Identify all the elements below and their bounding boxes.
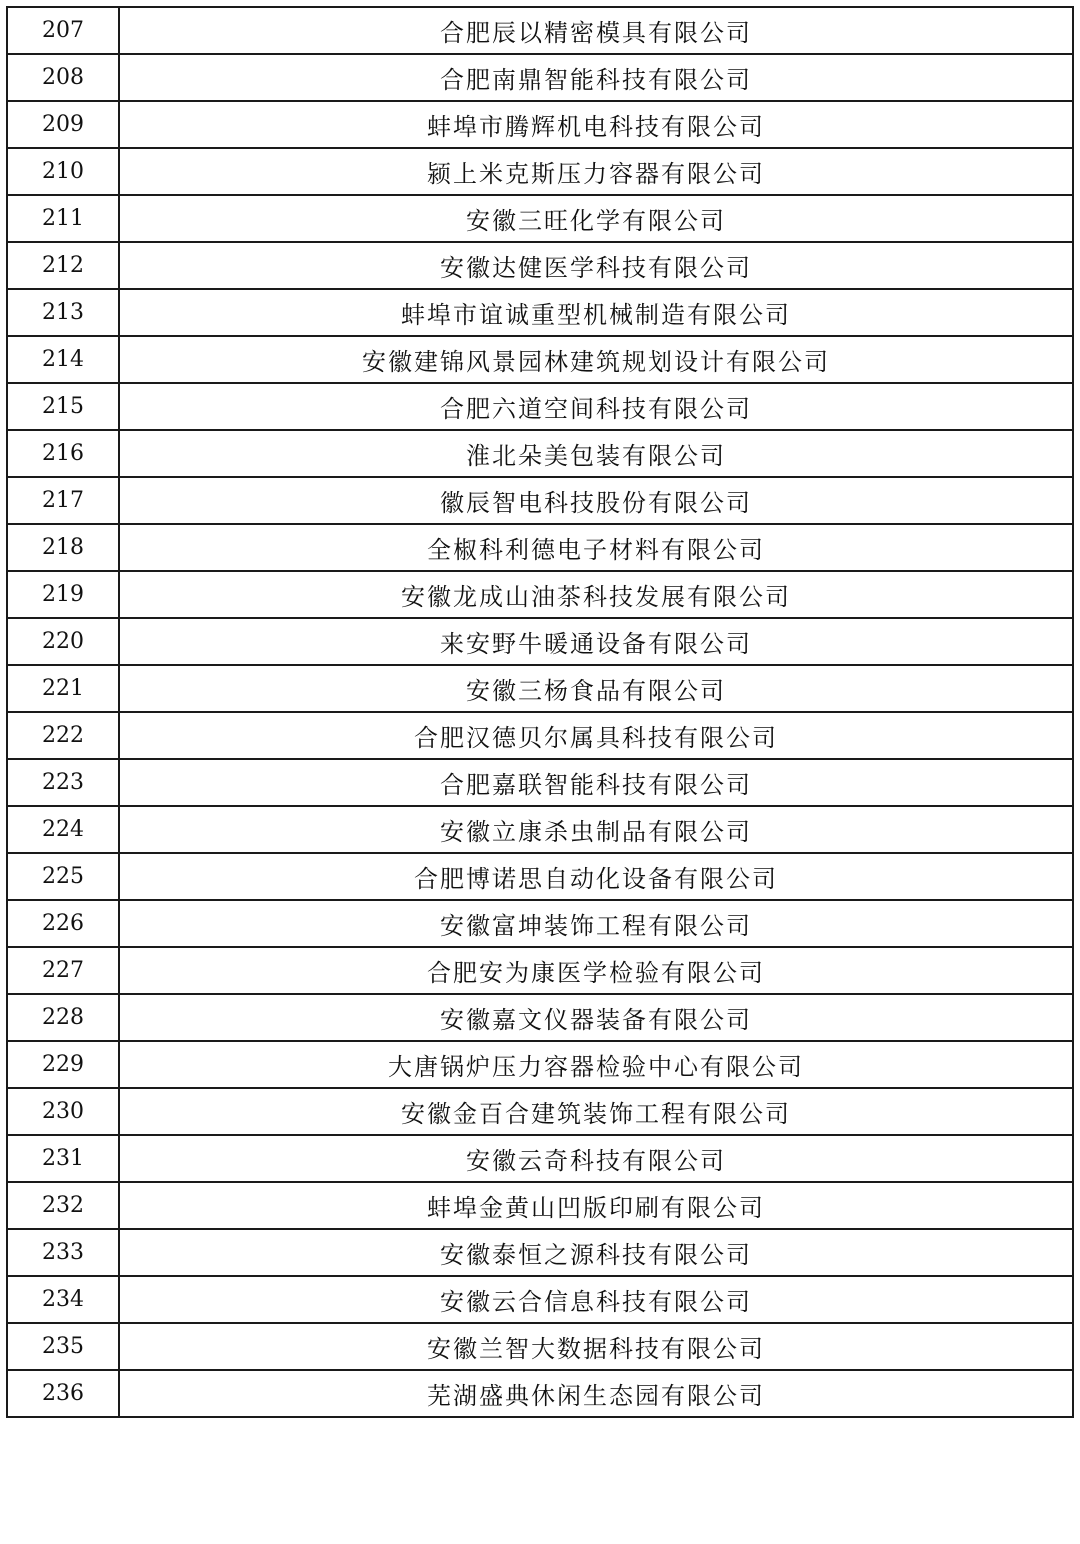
table-row [7,806,1073,853]
row-index-cell: 221 [7,665,119,712]
row-index-cell: 216 [7,430,119,477]
table-row [7,947,1073,994]
company-name-cell: 蚌埠金黄山凹版印刷有限公司 [119,1182,1073,1229]
company-name-cell: 合肥嘉联智能科技有限公司 [119,759,1073,806]
table-row [7,1135,1073,1182]
table-row [7,195,1073,242]
row-index-cell: 217 [7,477,119,524]
table-row [7,900,1073,947]
company-name-cell: 芜湖盛典休闲生态园有限公司 [119,1370,1073,1417]
table-row [7,524,1073,571]
company-name-cell: 安徽建锦风景园林建筑规划设计有限公司 [119,336,1073,383]
table-row [7,336,1073,383]
row-index-cell: 207 [7,7,119,54]
table-row [7,1182,1073,1229]
table-body [7,7,1073,1417]
row-index-cell: 234 [7,1276,119,1323]
table-row [7,101,1073,148]
row-index-cell: 230 [7,1088,119,1135]
company-name-cell: 合肥博诺思自动化设备有限公司 [119,853,1073,900]
row-index-cell: 211 [7,195,119,242]
company-name-cell: 安徽云奇科技有限公司 [119,1135,1073,1182]
company-name-cell: 来安野牛暖通设备有限公司 [119,618,1073,665]
company-name-cell: 大唐锅炉压力容器检验中心有限公司 [119,1041,1073,1088]
row-index-cell: 224 [7,806,119,853]
table-row [7,1370,1073,1417]
row-index-cell: 218 [7,524,119,571]
company-name-cell: 淮北朵美包装有限公司 [119,430,1073,477]
table-row [7,759,1073,806]
company-name-cell: 合肥六道空间科技有限公司 [119,383,1073,430]
company-name-cell: 合肥安为康医学检验有限公司 [119,947,1073,994]
row-index-cell: 227 [7,947,119,994]
company-name-cell: 徽辰智电科技股份有限公司 [119,477,1073,524]
row-index-cell: 233 [7,1229,119,1276]
row-index-cell: 231 [7,1135,119,1182]
company-name-cell: 安徽三杨食品有限公司 [119,665,1073,712]
row-index-cell: 209 [7,101,119,148]
row-index-cell: 208 [7,54,119,101]
row-index-cell: 214 [7,336,119,383]
company-name-cell: 安徽兰智大数据科技有限公司 [119,1323,1073,1370]
row-index-cell: 228 [7,994,119,1041]
table-row [7,1276,1073,1323]
table-row [7,665,1073,712]
company-name-cell: 蚌埠市腾辉机电科技有限公司 [119,101,1073,148]
company-name-cell: 安徽金百合建筑装饰工程有限公司 [119,1088,1073,1135]
table-row [7,1229,1073,1276]
row-index-cell: 213 [7,289,119,336]
table-row [7,1088,1073,1135]
document-sheet [6,6,1074,1418]
table-row [7,1041,1073,1088]
table-row [7,148,1073,195]
table-row [7,54,1073,101]
row-index-cell: 229 [7,1041,119,1088]
table-row [7,853,1073,900]
table-row [7,7,1073,54]
company-name-cell: 颍上米克斯压力容器有限公司 [119,148,1073,195]
row-index-cell: 220 [7,618,119,665]
company-name-cell: 安徽龙成山油茶科技发展有限公司 [119,571,1073,618]
company-name-cell: 全椒科利德电子材料有限公司 [119,524,1073,571]
company-name-cell: 安徽立康杀虫制品有限公司 [119,806,1073,853]
company-name-cell: 蚌埠市谊诚重型机械制造有限公司 [119,289,1073,336]
row-index-cell: 223 [7,759,119,806]
table-row [7,994,1073,1041]
company-name-cell: 合肥辰以精密模具有限公司 [119,7,1073,54]
table-row [7,289,1073,336]
company-name-cell: 安徽达健医学科技有限公司 [119,242,1073,289]
table-row [7,383,1073,430]
company-name-cell: 合肥汉德贝尔属具科技有限公司 [119,712,1073,759]
row-index-cell: 232 [7,1182,119,1229]
table-row [7,1323,1073,1370]
table-row [7,618,1073,665]
company-list-table [6,6,1074,1418]
row-index-cell: 212 [7,242,119,289]
company-name-cell: 安徽富坤装饰工程有限公司 [119,900,1073,947]
row-index-cell: 210 [7,148,119,195]
company-name-cell: 合肥南鼎智能科技有限公司 [119,54,1073,101]
row-index-cell: 222 [7,712,119,759]
table-row [7,242,1073,289]
table-row [7,430,1073,477]
row-index-cell: 215 [7,383,119,430]
company-name-cell: 安徽云合信息科技有限公司 [119,1276,1073,1323]
company-name-cell: 安徽嘉文仪器装备有限公司 [119,994,1073,1041]
row-index-cell: 236 [7,1370,119,1417]
table-row [7,571,1073,618]
company-name-cell: 安徽三旺化学有限公司 [119,195,1073,242]
row-index-cell: 235 [7,1323,119,1370]
company-name-cell: 安徽泰恒之源科技有限公司 [119,1229,1073,1276]
table-row [7,477,1073,524]
row-index-cell: 226 [7,900,119,947]
row-index-cell: 225 [7,853,119,900]
row-index-cell: 219 [7,571,119,618]
table-row [7,712,1073,759]
